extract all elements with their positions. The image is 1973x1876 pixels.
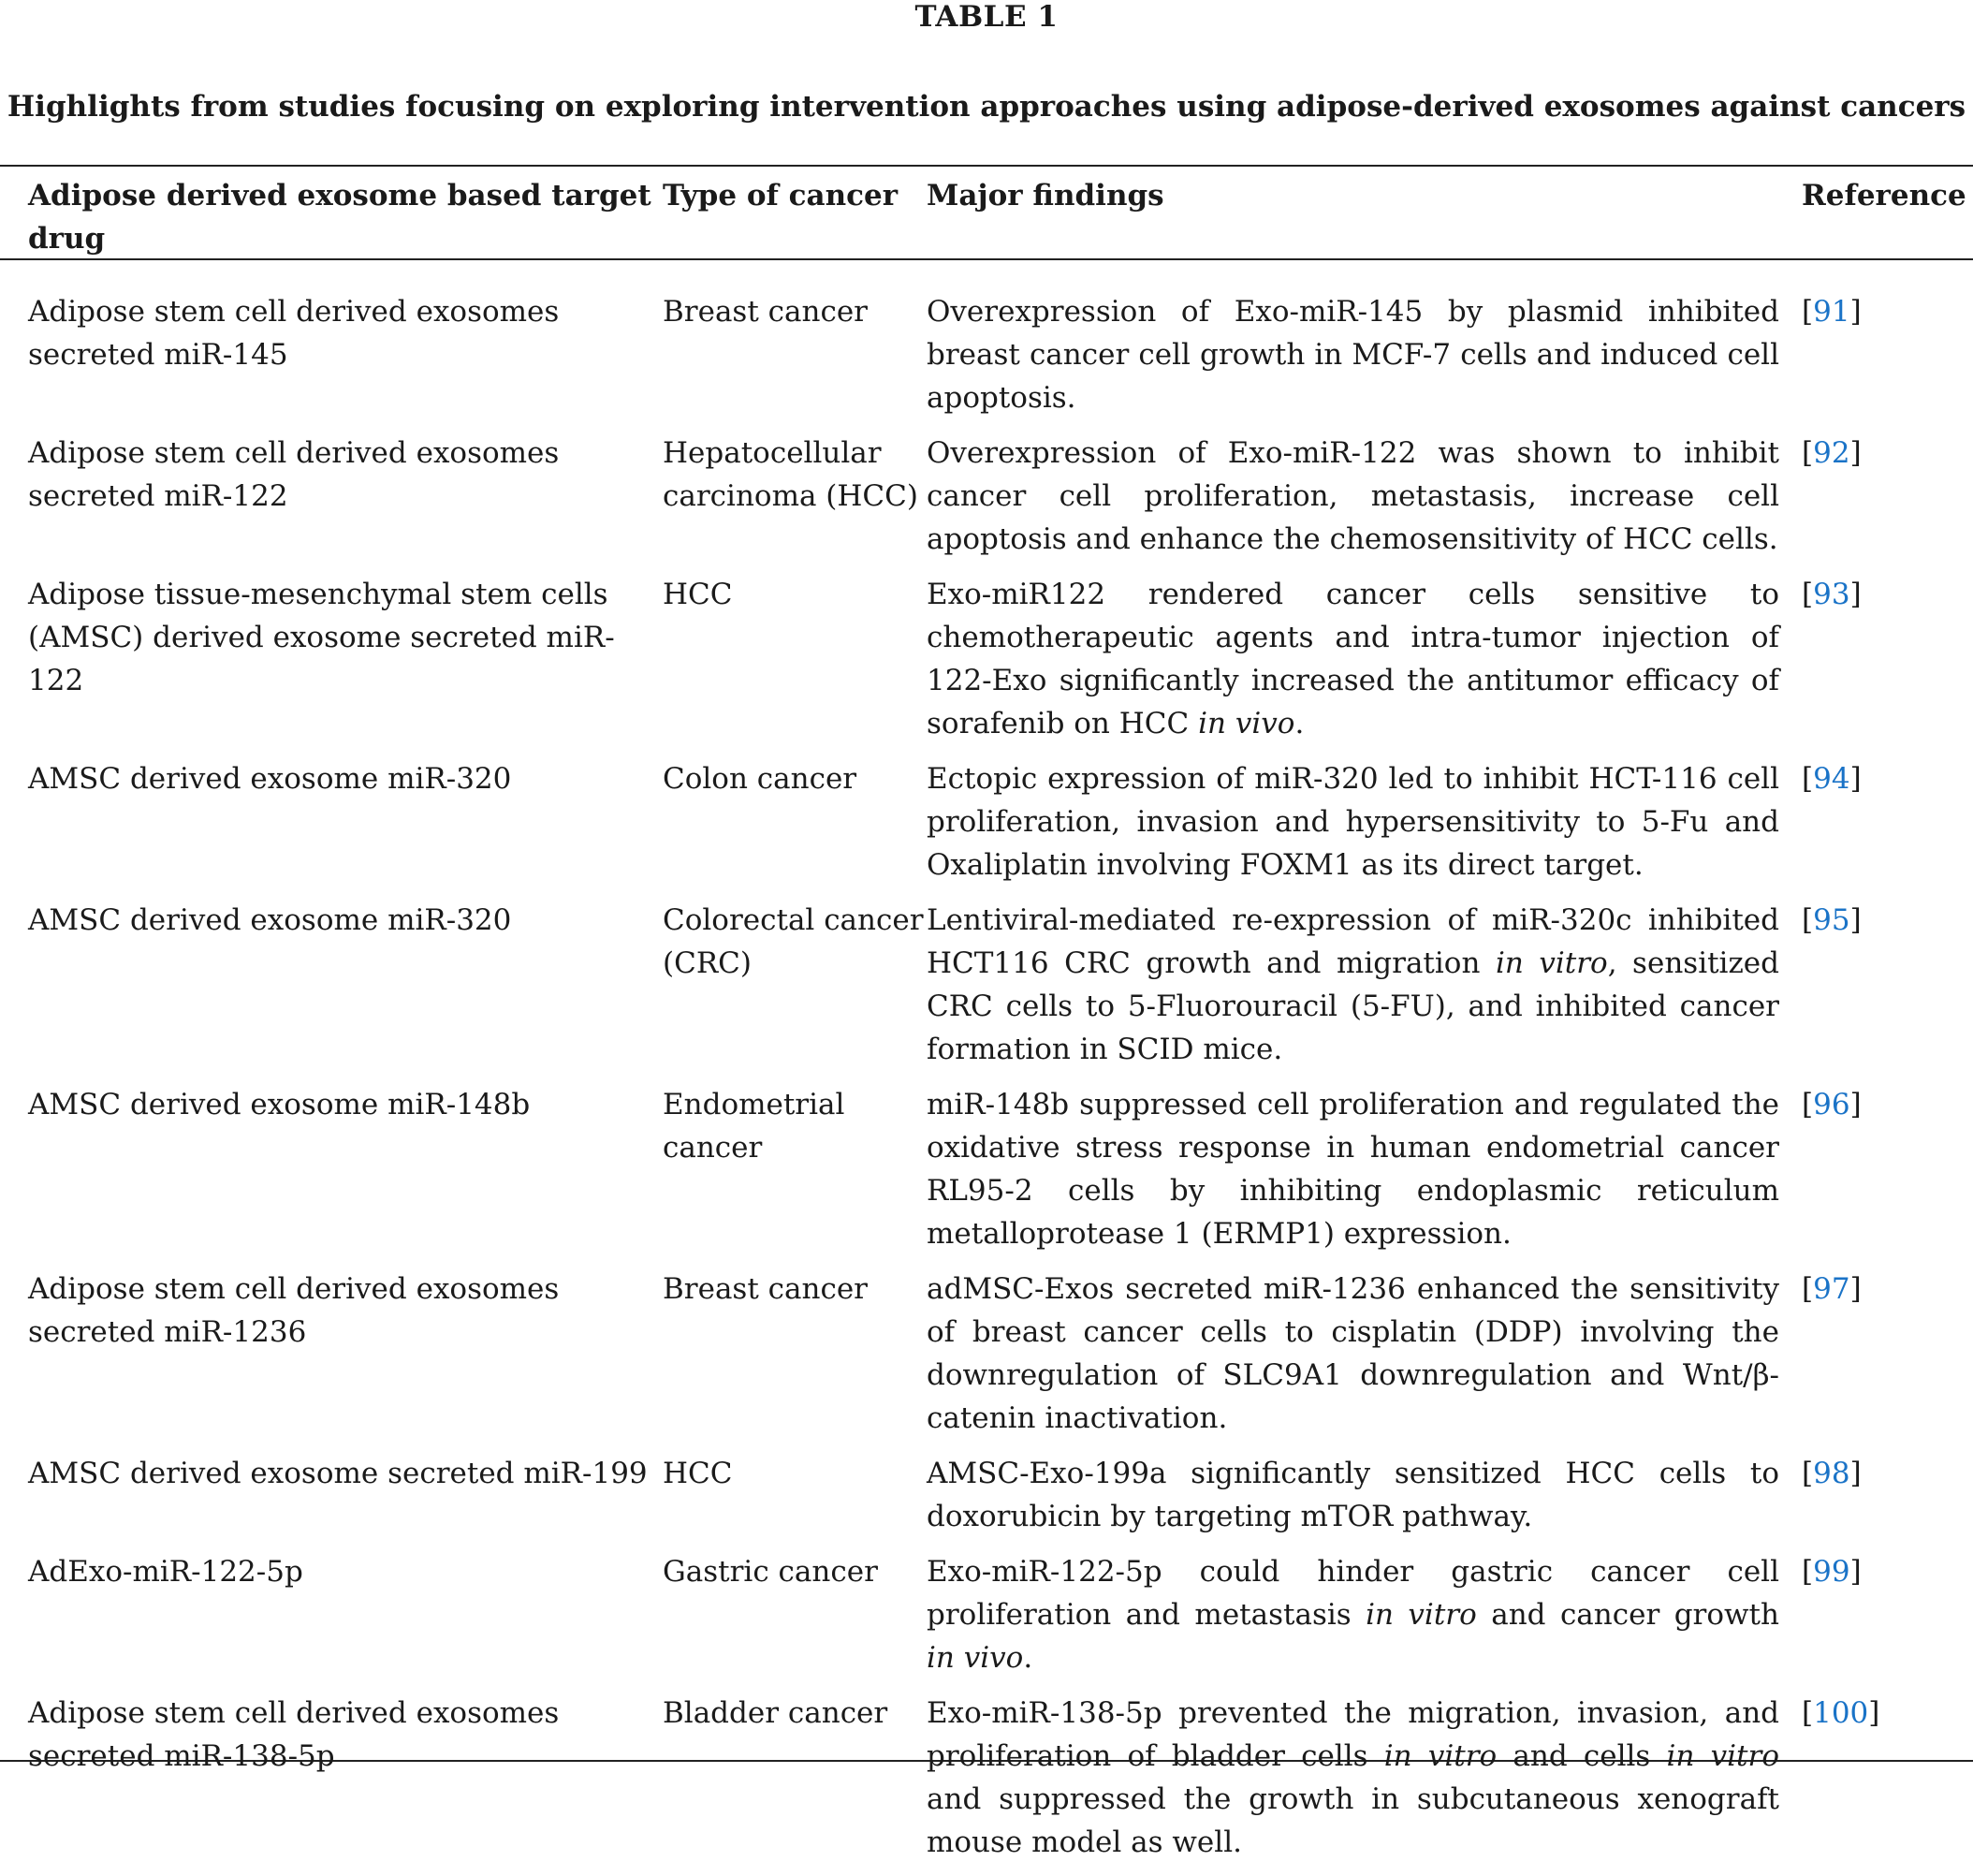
reference-link[interactable]: 97 [1813, 1272, 1850, 1306]
cell-cancer-type: Hepatocellular carcinoma (HCC) [663, 436, 918, 513]
cell-drug: AMSC derived exosome miR-320 [28, 762, 512, 796]
cell-reference: [94] [1802, 762, 1862, 796]
cell-drug: AMSC derived exosome miR-320 [28, 903, 512, 937]
table-top-rule [0, 165, 1973, 167]
reference-link[interactable]: 100 [1813, 1696, 1869, 1730]
findings-text: . [1294, 707, 1305, 740]
findings-italic-text: in vitro [1366, 1598, 1477, 1632]
table-row [28, 1268, 1956, 1452]
cell-major-findings [927, 1083, 1802, 1268]
cell-cancer-type: Breast cancer [663, 1272, 868, 1306]
findings-italic-text: in vitro [1495, 946, 1608, 980]
cell-major-findings [927, 1268, 1802, 1452]
table-row [28, 268, 1956, 432]
table-row [28, 899, 1956, 1083]
cell-drug: AMSC derived exosome secreted miR-199 [28, 1457, 648, 1490]
cell-drug: Adipose stem cell derived exosomes secreted miR-145 [28, 295, 560, 372]
reference-link[interactable]: 91 [1813, 295, 1850, 329]
table-row [28, 1452, 1956, 1550]
findings-text: , sensitized CRC cells to 5-Fluorouracil (5-FU), and inhibited cancer formation in SCID mice. [927, 946, 1779, 1066]
table-row [28, 757, 1956, 899]
header-cancer-type: Type of cancer [663, 179, 899, 213]
findings-italic-text: in vitro [1666, 1739, 1779, 1773]
table-row [28, 1550, 1956, 1692]
findings-text: and cells [1497, 1739, 1667, 1773]
reference-link[interactable]: 96 [1813, 1088, 1850, 1121]
cell-cancer-type: Gastric cancer [663, 1555, 878, 1589]
cell-drug: Adipose stem cell derived exosomes secreted miR-122 [28, 436, 560, 513]
reference-link[interactable]: 98 [1813, 1457, 1850, 1490]
cell-drug: Adipose stem cell derived exosomes secreted miR-138-5p [28, 1696, 560, 1773]
table-row [28, 1692, 1956, 1876]
cell-cancer-type: Breast cancer [663, 295, 868, 329]
findings-table [28, 169, 1966, 1876]
cell-major-findings [927, 1692, 1802, 1876]
cell-drug: Adipose stem cell derived exosomes secreted miR-1236 [28, 1272, 560, 1349]
header-reference: Reference [1802, 179, 1966, 213]
cell-drug: AdExo-miR-122-5p [28, 1555, 303, 1589]
cell-cancer-type: Colorectal cancer (CRC) [663, 903, 924, 980]
cell-drug: AMSC derived exosome miR-148b [28, 1088, 531, 1121]
findings-text: and suppressed the growth in subcutaneous xenograft mouse model as well. [927, 1782, 1779, 1859]
findings-text: . [1023, 1641, 1033, 1675]
findings-text: AMSC-Exo-199a significantly sensitized HCC cells to doxorubicin by targeting mTOR pathway. [927, 1457, 1779, 1533]
cell-cancer-type: Bladder cancer [663, 1696, 888, 1730]
cell-cancer-type: HCC [663, 1457, 733, 1490]
reference-link[interactable]: 93 [1813, 578, 1850, 611]
cell-major-findings [927, 432, 1802, 573]
cell-reference: [92] [1802, 436, 1862, 470]
cell-major-findings [927, 268, 1802, 432]
cell-reference: [98] [1802, 1457, 1862, 1490]
table-header-row [28, 169, 1956, 268]
cell-cancer-type: HCC [663, 578, 733, 611]
reference-link[interactable]: 92 [1813, 436, 1850, 470]
table-label: TABLE 1 [914, 0, 1059, 34]
table-row [28, 573, 1956, 757]
header-drug: Adipose derived exosome based target drug [28, 179, 651, 256]
table-caption: Highlights from studies focusing on exploring intervention approaches using adipose-derived exosomes against cancers [7, 90, 1966, 124]
cell-reference: [99] [1802, 1555, 1862, 1589]
cell-reference: [95] [1802, 903, 1862, 937]
cell-reference: [97] [1802, 1272, 1862, 1306]
table-row [28, 1083, 1956, 1268]
findings-text: miR-148b suppressed cell proliferation and regulated the oxidative stress response in human endometrial cancer RL95-2 cells by inhibiting endoplasmic reticulum metalloprotease 1 (ERMP1) expression. [927, 1088, 1779, 1251]
findings-italic-text: in vivo [1198, 707, 1295, 740]
findings-text: and cancer growth [1476, 1598, 1779, 1632]
findings-text: Exo-miR-122-5p could hinder gastric cancer cell proliferation and metastasis [927, 1555, 1779, 1632]
table-row [28, 432, 1956, 573]
cell-drug: Adipose tissue-mesenchymal stem cells (AMSC) derived exosome secreted miR-122 [28, 578, 615, 697]
findings-text: Exo-miR-138-5p prevented the migration, invasion, and proliferation of bladder cells [927, 1696, 1779, 1773]
findings-text: Overexpression of Exo-miR-122 was shown to inhibit cancer cell proliferation, metastasis, increase cell apoptosis and enhance the chemosensitivity of HCC cells. [927, 436, 1779, 556]
table-body [28, 268, 1956, 1876]
cell-major-findings [927, 899, 1802, 1083]
cell-major-findings [927, 1452, 1802, 1550]
reference-link[interactable]: 94 [1813, 762, 1850, 796]
cell-major-findings [927, 1550, 1802, 1692]
findings-text: Ectopic expression of miR-320 led to inhibit HCT-116 cell proliferation, invasion and hypersensitivity to 5-Fu and Oxaliplatin involving FOXM1 as its direct target. [927, 762, 1779, 882]
findings-italic-text: in vitro [1383, 1739, 1498, 1773]
cell-cancer-type: Colon cancer [663, 762, 857, 796]
cell-major-findings [927, 573, 1802, 757]
reference-link[interactable]: 95 [1813, 903, 1850, 937]
findings-text: adMSC-Exos secreted miR-1236 enhanced the sensitivity of breast cancer cells to cisplatin (DDP) involving the downregulation of SLC9A1 downregulation and Wnt/β-catenin inactivation. [927, 1272, 1779, 1435]
cell-reference: [100] [1802, 1696, 1880, 1730]
header-major-findings: Major findings [927, 179, 1164, 213]
cell-cancer-type: Endometrial cancer [663, 1088, 845, 1165]
cell-major-findings [927, 757, 1802, 899]
cell-reference: [91] [1802, 295, 1862, 329]
findings-text: Lentiviral-mediated re-expression of miR-320c inhibited HCT116 CRC growth and migration [927, 903, 1779, 980]
findings-text: Exo-miR122 rendered cancer cells sensitive to chemotherapeutic agents and intra-tumor injection of 122-Exo significantly increased the antitumor efficacy of sorafenib on HCC [927, 578, 1779, 740]
cell-reference: [96] [1802, 1088, 1862, 1121]
findings-italic-text: in vivo [927, 1641, 1024, 1675]
findings-text: Overexpression of Exo-miR-145 by plasmid inhibited breast cancer cell growth in MCF-7 cells and induced cell apoptosis. [927, 295, 1779, 415]
cell-reference: [93] [1802, 578, 1862, 611]
reference-link[interactable]: 99 [1813, 1555, 1850, 1589]
